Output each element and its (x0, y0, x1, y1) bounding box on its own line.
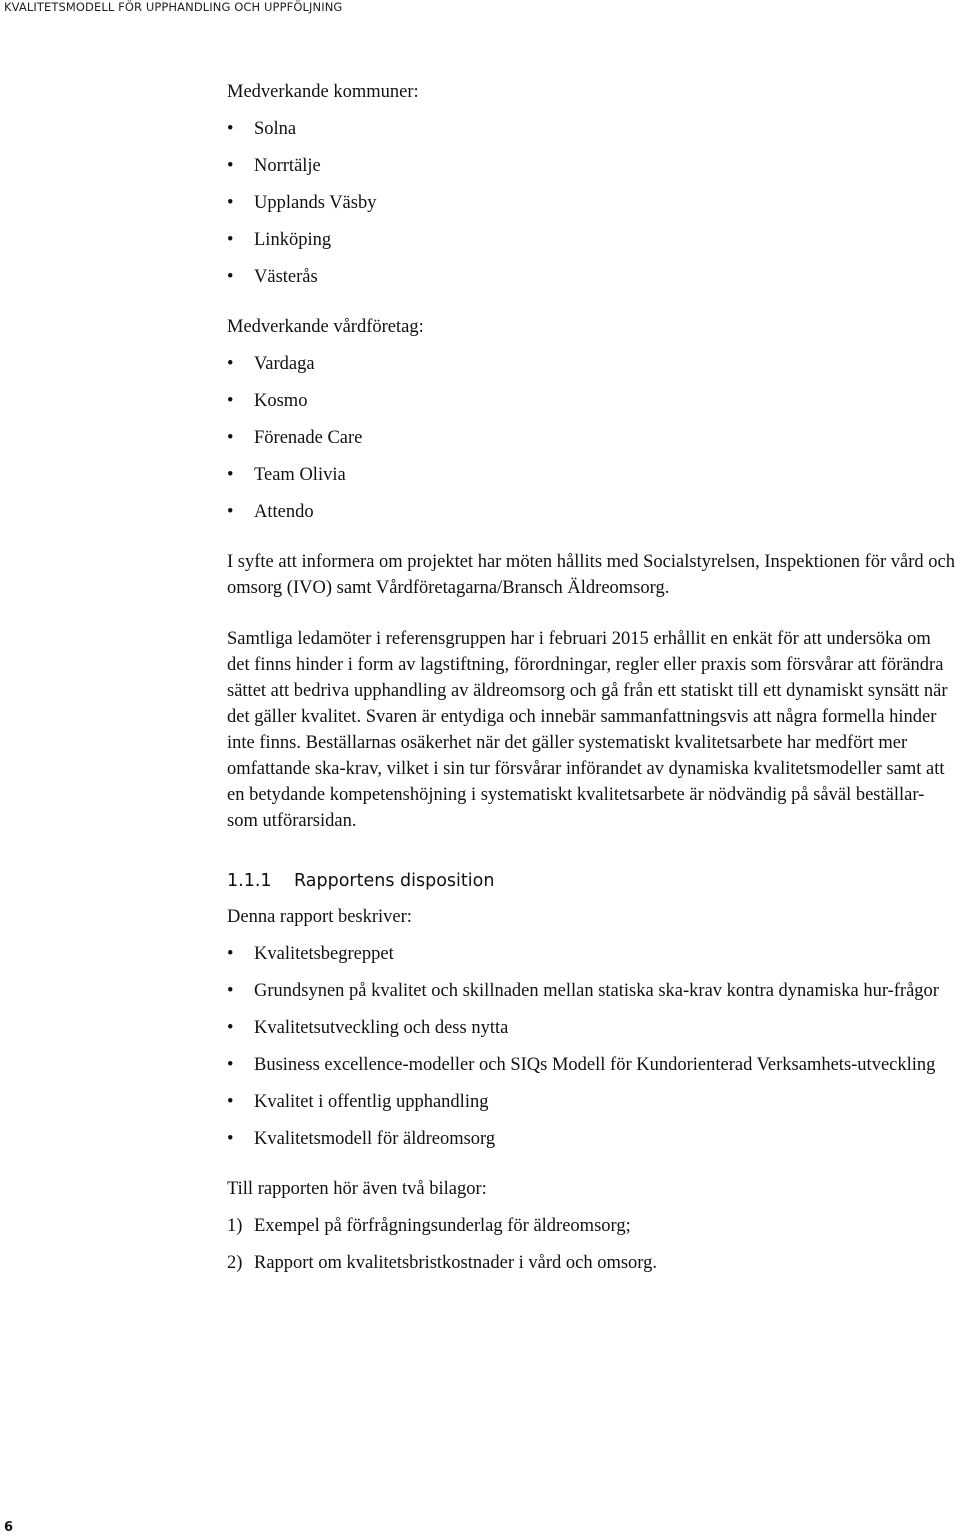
bullet-icon: • (227, 1129, 234, 1149)
municipalities-intro: Medverkande kommuner: (227, 82, 419, 102)
bullet-icon: • (227, 981, 234, 1001)
item-number: 2) (227, 1253, 243, 1273)
page-number: 6 (4, 1520, 14, 1535)
bullet-icon: • (227, 391, 234, 411)
bullet-icon: • (227, 230, 234, 250)
list-item: 2) Rapport om kvalitetsbristkostnader i vård och omsorg. (227, 1250, 957, 1276)
list-item: • Kvalitetsmodell för äldreomsorg (227, 1126, 957, 1152)
item-number: 1) (227, 1216, 243, 1236)
bullet-icon: • (227, 1092, 234, 1112)
section-title: Rapportens disposition (294, 871, 495, 891)
list-item: • Västerås (227, 264, 957, 290)
list-item: • Team Olivia (227, 462, 957, 488)
section-number: 1.1.1 (227, 871, 272, 891)
bullet-icon: • (227, 119, 234, 139)
page-body (227, 79, 957, 1276)
survey-paragraph: Samtliga ledamöter i referensgruppen har i februari 2015 erhållit en enkät för att undersöka om det finns hinder i form av lagstiftning, förordningar, regler eller praxis som försvårar att förändra sättet att bedriva upphandling av äldreomsorg och gå från ett statiskt till ett dynamiskt synsätt när det gäller kvalitet. Svaren är entydiga och innebär sammanfattningsvis att några formella hinder inte finns. Beställarnas osäkerhet när det gäller systematiskt kvalitetsarbete har medfört mer omfattande ska-krav, vilket i sin tur försvårar införandet av dynamiska kvalitetsmodeller samt att en betydande kompetenshöjning i systematiskt kvalitetsarbete är nödvändig på såväl beställar- som utförarsidan. (227, 629, 948, 831)
section-intro: Denna rapport beskriver: (227, 907, 412, 927)
bullet-icon: • (227, 428, 234, 448)
bullet-icon: • (227, 944, 234, 964)
bullet-icon: • (227, 502, 234, 522)
meetings-paragraph: I syfte att informera om projektet har möten hållits med Socialstyrelsen, Inspektionen för vård och omsorg (IVO) samt Vårdföretagarna/Bransch Äldreomsorg. (227, 552, 955, 598)
report-contents-list (227, 941, 957, 1152)
list-item: • Upplands Väsby (227, 190, 957, 216)
bullet-icon: • (227, 465, 234, 485)
list-item: 1) Exempel på förfrågningsunderlag för äldreomsorg; (227, 1213, 957, 1239)
list-item: • Kvalitetsutveckling och dess nytta (227, 1015, 957, 1041)
care-providers-intro: Medverkande vårdföretag: (227, 317, 424, 337)
list-item: • Linköping (227, 227, 957, 253)
bullet-icon: • (227, 1018, 234, 1038)
appendices-intro: Till rapporten hör även två bilagor: (227, 1179, 487, 1199)
list-item: • Kosmo (227, 388, 957, 414)
list-item: • Business excellence-modeller och SIQs Modell för Kundorienterad Verksamhets-utveckling (227, 1052, 957, 1078)
section-heading (227, 868, 957, 894)
list-item: • Kvalitet i offentlig upphandling (227, 1089, 957, 1115)
running-header: KVALITETSMODELL FÖR UPPHANDLING OCH UPPFÖLJNING (4, 0, 343, 14)
bullet-icon: • (227, 193, 234, 213)
list-item: • Norrtälje (227, 153, 957, 179)
municipalities-list (227, 116, 957, 290)
care-providers-list (227, 351, 957, 525)
bullet-icon: • (227, 267, 234, 287)
list-item: • Grundsynen på kvalitet och skillnaden mellan statiska ska-krav kontra dynamiska hur-frågor (227, 978, 957, 1004)
bullet-icon: • (227, 156, 234, 176)
list-item: • Solna (227, 116, 957, 142)
bullet-icon: • (227, 354, 234, 374)
list-item: • Förenade Care (227, 425, 957, 451)
list-item: • Vardaga (227, 351, 957, 377)
list-item: • Attendo (227, 499, 957, 525)
bullet-icon: • (227, 1055, 234, 1075)
appendices-list (227, 1213, 957, 1276)
list-item: • Kvalitetsbegreppet (227, 941, 957, 967)
